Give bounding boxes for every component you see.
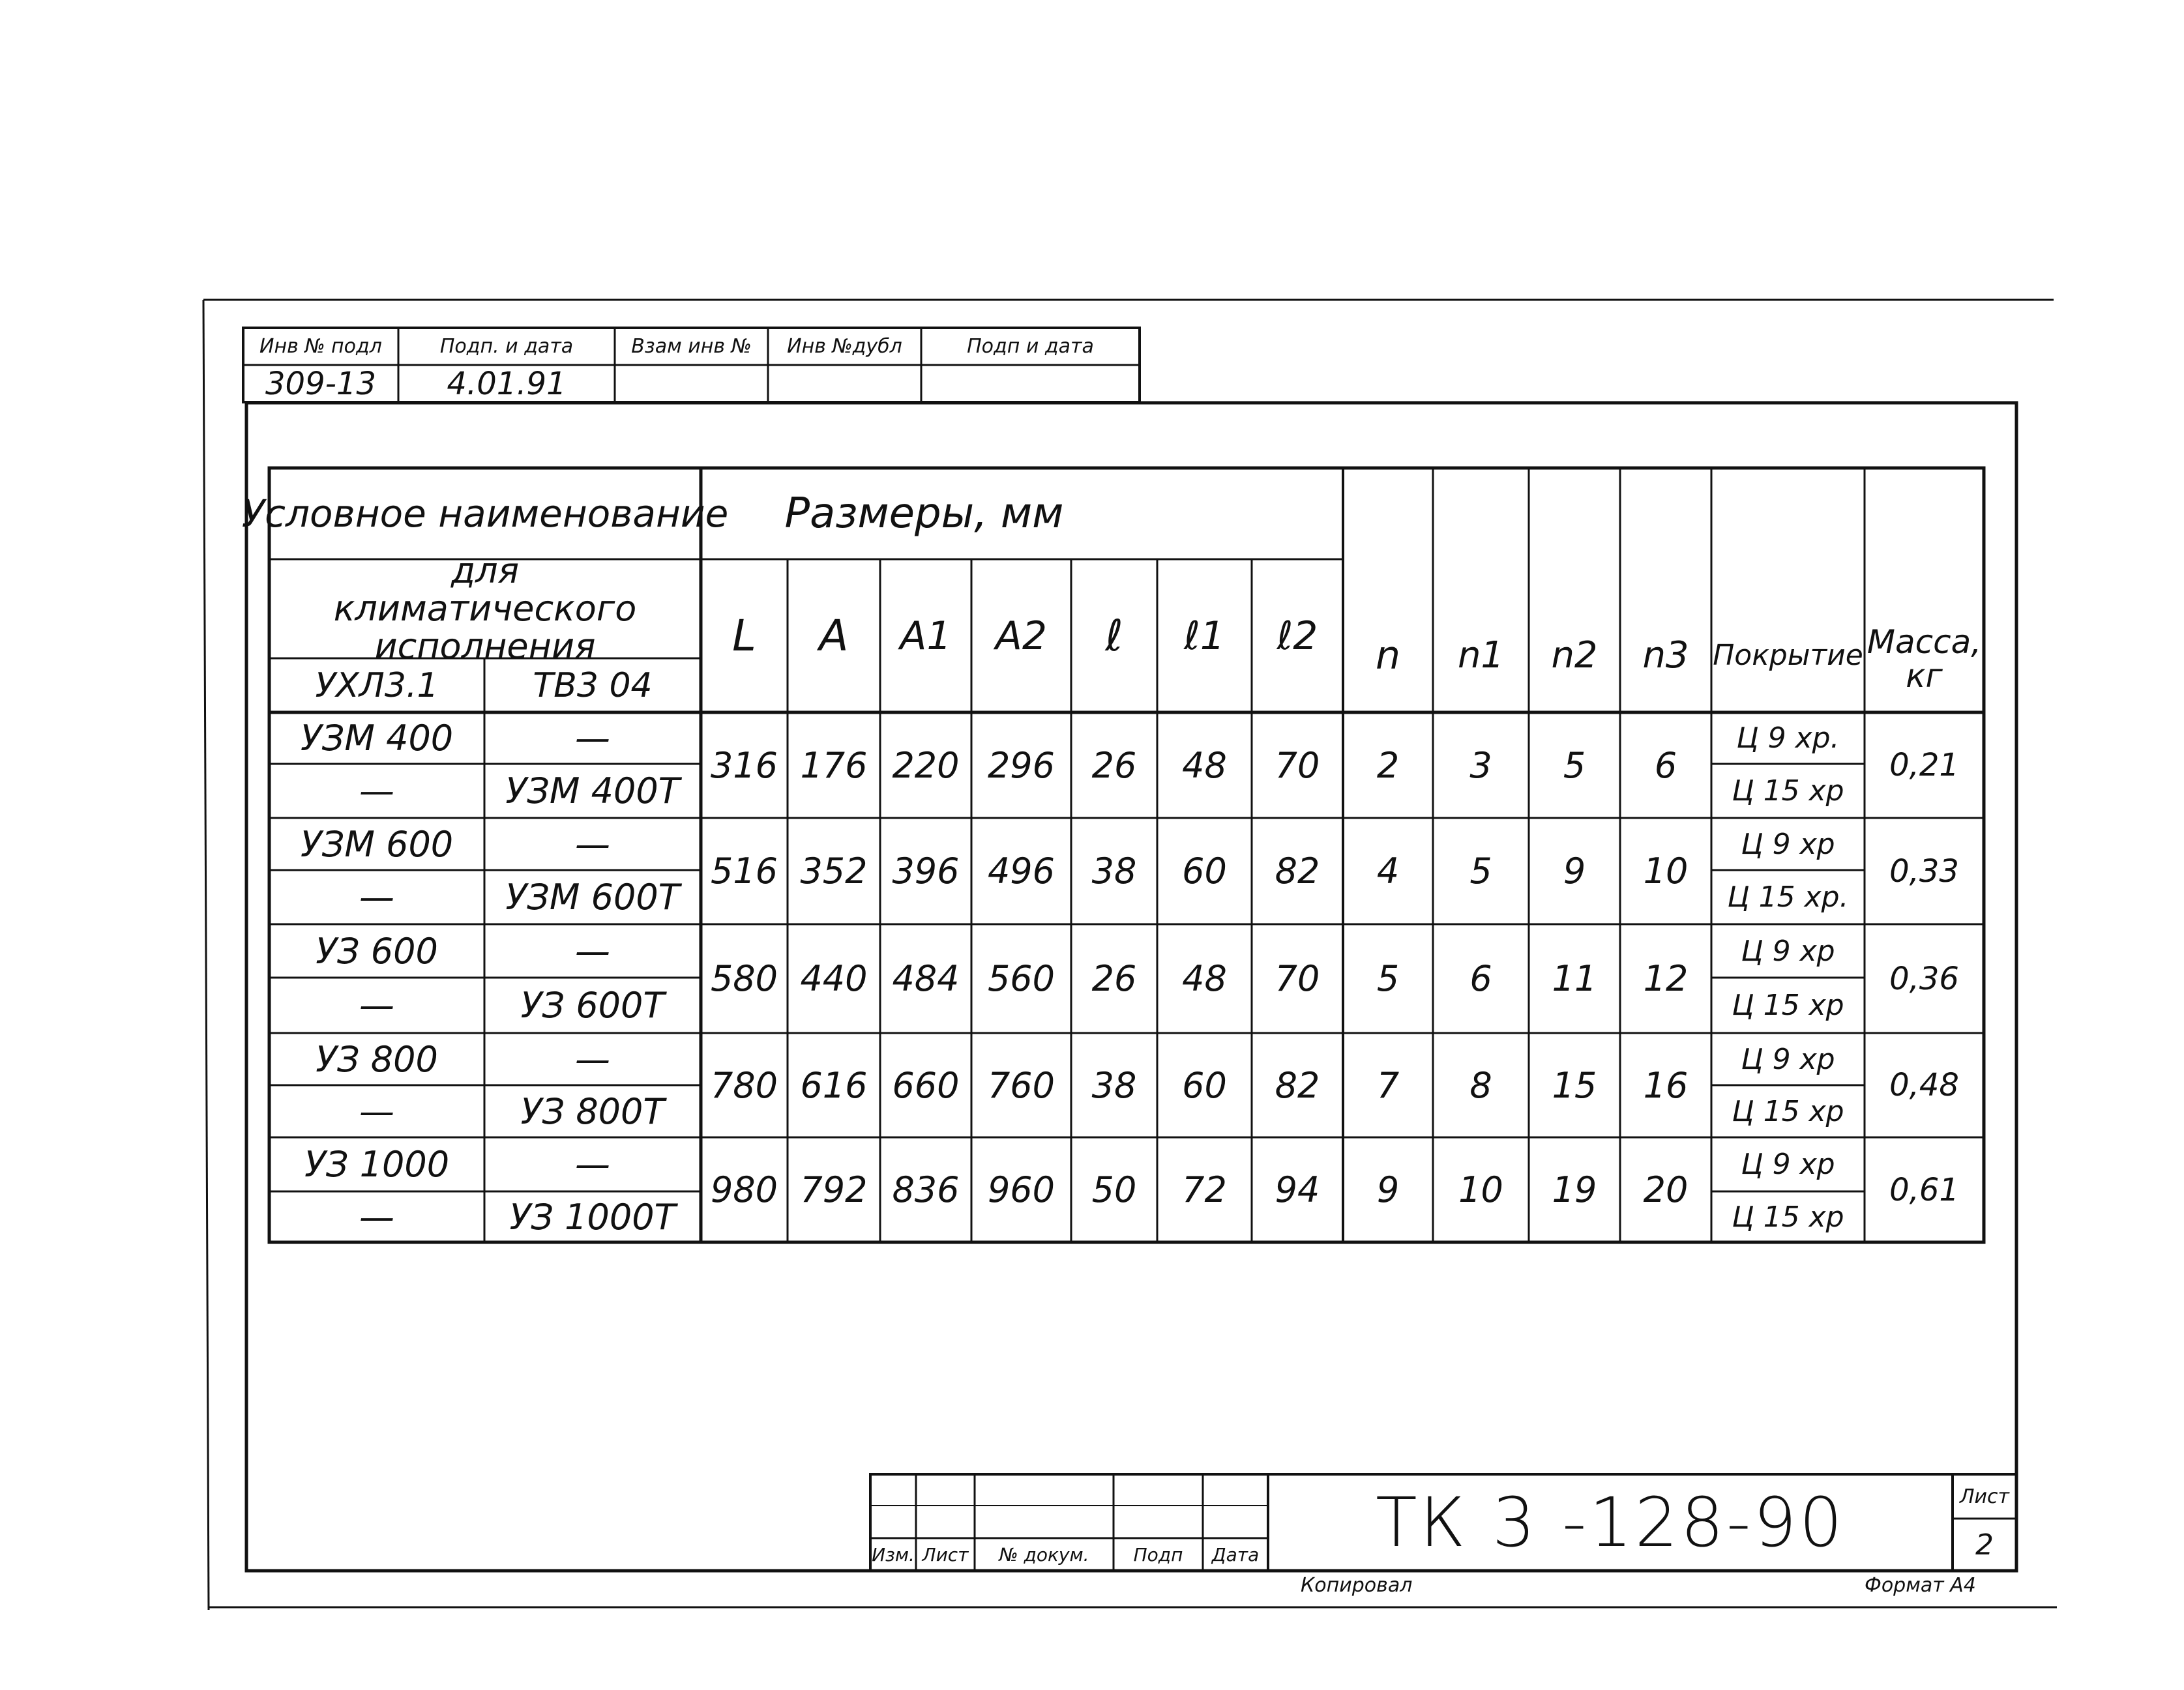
title-label-change: Изм. xyxy=(872,1543,915,1566)
header-conventional-name: Условное наименование xyxy=(241,491,729,536)
cell-a: 440 xyxy=(800,958,868,999)
cell-mass: 0,36 xyxy=(1889,960,1959,997)
cell-l2: 94 xyxy=(1275,1169,1320,1210)
cell-l: 980 xyxy=(710,1169,778,1210)
cell-uhl-dash: — xyxy=(359,1196,394,1238)
footer-copied: Копировал xyxy=(1301,1574,1413,1597)
cell-a2: 760 xyxy=(987,1064,1055,1106)
cell-n3: 12 xyxy=(1643,958,1689,999)
cell-coating-2: Ц 15 хр. xyxy=(1727,881,1849,914)
header-col-uhl: УХЛ3.1 xyxy=(315,665,439,705)
cell-uhl-name: УЗМ 400 xyxy=(300,718,454,759)
cell-a: 616 xyxy=(800,1064,868,1106)
cell-n3: 10 xyxy=(1643,851,1689,892)
title-label-signature: Подп xyxy=(1133,1543,1183,1566)
cell-coating-1: Ц 9 хр xyxy=(1741,934,1835,968)
title-label-sheet: Лист xyxy=(922,1543,969,1566)
cell-tv-dash: — xyxy=(575,930,610,972)
cell-a1: 396 xyxy=(892,851,960,892)
cell-l: 580 xyxy=(710,958,778,999)
cell-n1: 10 xyxy=(1458,1169,1503,1210)
header-mass: Масса, кг xyxy=(1867,622,1982,695)
header-coating: Покрытие xyxy=(1713,639,1863,672)
approval-value-inv: 309-13 xyxy=(265,365,376,402)
cell-l: 38 xyxy=(1091,851,1137,892)
cell-tv-name: УЗ 600Т xyxy=(520,985,665,1026)
cell-tv-dash: — xyxy=(575,823,610,865)
header-dim-l2: ℓ2 xyxy=(1276,613,1318,659)
cell-n2: 15 xyxy=(1552,1064,1597,1106)
cell-tv-dash: — xyxy=(575,718,610,759)
cell-n3: 16 xyxy=(1643,1064,1689,1106)
cell-uhl-dash: — xyxy=(359,877,394,918)
cell-l2: 82 xyxy=(1275,1064,1320,1106)
cell-n2: 5 xyxy=(1563,744,1586,786)
cell-a2: 296 xyxy=(987,744,1055,786)
cell-n: 2 xyxy=(1376,744,1400,786)
cell-l: 38 xyxy=(1091,1064,1137,1106)
cell-mass: 0,33 xyxy=(1889,852,1959,890)
cell-tv-dash: — xyxy=(575,1144,610,1185)
cell-n2: 9 xyxy=(1563,851,1586,892)
header-dim-A2: A2 xyxy=(995,613,1048,659)
approval-value-replace-inv xyxy=(615,365,768,402)
cell-n2: 11 xyxy=(1552,958,1597,999)
cell-a1: 220 xyxy=(892,744,960,786)
cell-uhl-dash: — xyxy=(359,1090,394,1132)
cell-uhl-name: УЗМ 600 xyxy=(300,823,454,865)
approval-header-dup-inv: Инв №дубл xyxy=(787,335,902,358)
title-label-doc-number: № докум. xyxy=(999,1543,1089,1566)
cell-l: 516 xyxy=(710,851,778,892)
title-label-date: Дата xyxy=(1211,1543,1260,1566)
header-n: n xyxy=(1375,632,1401,678)
header-dim-A: A xyxy=(819,611,849,661)
cell-l: 50 xyxy=(1091,1169,1137,1210)
cell-coating-2: Ц 15 хр xyxy=(1732,989,1844,1022)
cell-uhl-name: УЗ 600 xyxy=(316,930,438,972)
cell-l2: 70 xyxy=(1275,744,1320,786)
approval-value-sign-date: 4.01.91 xyxy=(447,365,567,402)
approval-value-sign-date-2 xyxy=(921,365,1140,402)
cell-n3: 6 xyxy=(1654,744,1677,786)
cell-uhl-dash: — xyxy=(359,985,394,1026)
document-designation: ТК 3 -128-90 xyxy=(1376,1483,1845,1562)
cell-n1: 3 xyxy=(1469,744,1492,786)
header-dimensions: Размеры, мм xyxy=(784,489,1064,538)
cell-a2: 496 xyxy=(987,851,1055,892)
header-dim-A1: A1 xyxy=(900,613,952,659)
cell-mass: 0,48 xyxy=(1889,1067,1959,1103)
cell-n: 9 xyxy=(1376,1169,1400,1210)
cell-a1: 484 xyxy=(892,958,960,999)
approval-header-sign-date-2: Подп и дата xyxy=(967,335,1094,358)
cell-a2: 560 xyxy=(987,958,1055,999)
sheet-number: 2 xyxy=(1975,1528,1994,1562)
approval-header-inv: Инв № подл xyxy=(259,335,382,358)
cell-l2: 82 xyxy=(1275,851,1320,892)
cell-tv-name: УЗМ 600Т xyxy=(505,877,680,918)
cell-mass: 0,21 xyxy=(1889,747,1959,783)
cell-n1: 8 xyxy=(1469,1064,1492,1106)
cell-l1: 60 xyxy=(1182,851,1227,892)
cell-n1: 6 xyxy=(1469,958,1492,999)
cell-l: 26 xyxy=(1091,744,1137,786)
cell-l1: 72 xyxy=(1182,1169,1227,1210)
cell-tv-name: УЗ 800Т xyxy=(520,1090,665,1132)
cell-uhl-name: УЗ 1000 xyxy=(304,1144,450,1185)
cell-tv-dash: — xyxy=(575,1038,610,1080)
cell-a1: 836 xyxy=(892,1169,960,1210)
cell-coating-2: Ц 15 хр xyxy=(1732,1200,1844,1234)
cell-n: 7 xyxy=(1376,1064,1400,1106)
cell-l: 26 xyxy=(1091,958,1137,999)
cell-coating-1: Ц 9 хр xyxy=(1741,1042,1835,1076)
cell-coating-1: Ц 9 хр xyxy=(1741,827,1835,861)
cell-a: 176 xyxy=(800,744,868,786)
cell-n: 5 xyxy=(1376,958,1400,999)
cell-n3: 20 xyxy=(1643,1169,1689,1210)
header-dim-l: ℓ xyxy=(1105,611,1123,661)
cell-tv-name: УЗМ 400Т xyxy=(505,770,680,811)
cell-a2: 960 xyxy=(987,1169,1055,1210)
cell-mass: 0,61 xyxy=(1889,1171,1959,1208)
approval-header-replace-inv: Взам инв № xyxy=(631,335,752,358)
cell-uhl-dash: — xyxy=(359,770,394,811)
cell-a: 792 xyxy=(800,1169,868,1210)
header-n1: n1 xyxy=(1457,634,1505,677)
header-col-tv: ТВ3 04 xyxy=(533,665,653,705)
sheet-label: Лист xyxy=(1959,1485,2010,1508)
cell-l2: 70 xyxy=(1275,958,1320,999)
cell-l: 780 xyxy=(710,1064,778,1106)
cell-coating-1: Ц 9 хр xyxy=(1741,1148,1835,1181)
header-n2: n2 xyxy=(1551,634,1598,677)
cell-l1: 48 xyxy=(1182,744,1227,786)
approval-value-dup-inv xyxy=(768,365,921,402)
cell-a1: 660 xyxy=(892,1064,960,1106)
cell-n1: 5 xyxy=(1469,851,1492,892)
cell-a: 352 xyxy=(800,851,868,892)
cell-coating-2: Ц 15 хр xyxy=(1732,774,1844,808)
header-dim-l1: ℓ1 xyxy=(1184,613,1225,659)
cell-n: 4 xyxy=(1376,851,1400,892)
cell-l1: 60 xyxy=(1182,1064,1227,1106)
header-n3: n3 xyxy=(1642,634,1689,677)
header-dim-L: L xyxy=(732,611,756,661)
cell-l1: 48 xyxy=(1182,958,1227,999)
approval-header-sign-date: Подп. и дата xyxy=(439,335,574,358)
cell-tv-name: УЗ 1000Т xyxy=(509,1196,676,1238)
cell-n2: 19 xyxy=(1552,1169,1597,1210)
cell-coating-1: Ц 9 хр. xyxy=(1736,721,1840,755)
header-climatic: для климатического исполнения xyxy=(333,550,637,667)
cell-coating-2: Ц 15 хр xyxy=(1732,1094,1844,1128)
cell-uhl-name: УЗ 800 xyxy=(316,1038,438,1080)
footer-format: Формат А4 xyxy=(1865,1574,1976,1597)
cell-l: 316 xyxy=(710,744,778,786)
